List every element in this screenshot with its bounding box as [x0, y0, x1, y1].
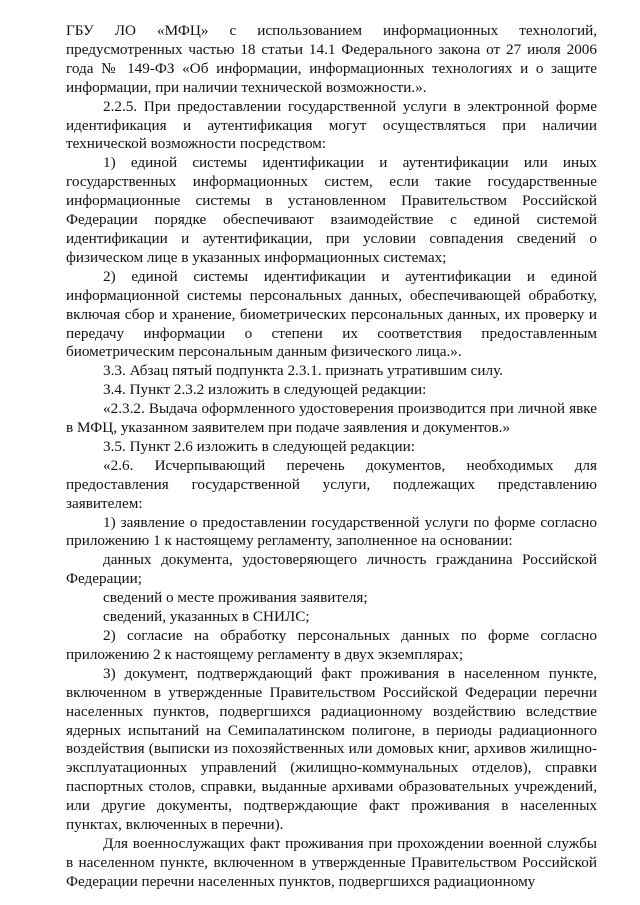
paragraph-2-6: «2.6. Исчерпывающий перечень документов, необходимых для предоставления государственной услуги, подлежащих представлению заявителем: — [66, 456, 597, 512]
paragraph-list-1-a: данных документа, удостоверяющего личность гражданина Российской Федерации; — [66, 551, 597, 588]
paragraph-2-2-5: 2.2.5. При предоставлении государственной услуги в электронной форме идентификация и аутентификация могут осуществляться при наличии технической возможности посредством: — [66, 97, 597, 153]
paragraph-2-3-2: «2.3.2. Выдача оформленного удостоверения производится при личной явке в МФЦ, указанном заявителем при подаче заявления и документов.» — [66, 400, 597, 437]
paragraph-intro: ГБУ ЛО «МФЦ» с использованием информационных технологий, предусмотренных частью 18 статьи 14.1 Федерального закона от 27 июля 2006 года № 149-ФЗ «Об информации, информационных технологиях и о защите информации, при наличии технической возможности.». — [66, 22, 597, 96]
paragraph-3-5: 3.5. Пункт 2.6 изложить в следующей редакции: — [103, 437, 416, 455]
paragraph-list-1: 1) заявление о предоставлении государственной услуги по форме согласно приложению 1 к настоящему регламенту, заполненное на основании: — [66, 513, 597, 550]
paragraph-list-1-c: сведений, указанных в СНИЛС; — [103, 608, 310, 626]
document-body — [66, 22, 597, 892]
paragraph-list-2: 2) согласие на обработку персональных данных по форме согласно приложению 2 к настоящему регламенту в двух экземплярах; — [66, 627, 597, 663]
paragraph-item-2: 2) единой системы идентификации и аутентификации и единой информационной системы персональных данных, обеспечивающей обработку, включая сбор и хранение, биометрических персональных данных, их проверку и передачу информации о степени их соответствия предоставленным биометрическим персональным данным физического лица.». — [66, 267, 597, 361]
paragraph-list-1-b: сведений о месте проживания заявителя; — [103, 589, 368, 607]
paragraph-3-4: 3.4. Пункт 2.3.2 изложить в следующей редакции: — [103, 381, 427, 399]
paragraph-military: Для военнослужащих факт проживания при прохождении военной службы в населенном пункте, включенном в утвержденные Правительством Российской Федерации перечни населенных пунктов, подвергшихся радиационному — [66, 834, 597, 890]
paragraph-3-3: 3.3. Абзац пятый подпункта 2.3.1. признать утратившим силу. — [103, 362, 503, 380]
paragraph-item-1: 1) единой системы идентификации и аутентификации или иных государственных информационных систем, если такие государственные информационные системы в установленном Правительством Российской Федерации порядке обеспечивают взаимодействие с единой системой идентификации и аутентификации, при условии совпадения сведений о физическом лице в указанных информационных системах; — [66, 154, 597, 266]
paragraph-list-3: 3) документ, подтверждающий факт проживания в населенном пункте, включенном в утвержденные Правительством Российской Федерации перечни населенных пунктов, подвергшихся радиационному воздействию вследствие ядерных испытаний на Семипалатинском полигоне, в периоды радиационного воздействия (выписки из похозяйственных или домовых книг, архивов жилищно-эксплуатационных управлений (жилищно-коммунальных отделов), справки паспортных столов, справки, выданные архивами образовательных учреждений, или другие документы, подтверждающие факт проживания в населенных пунктах, включенных в перечни). — [66, 664, 597, 834]
